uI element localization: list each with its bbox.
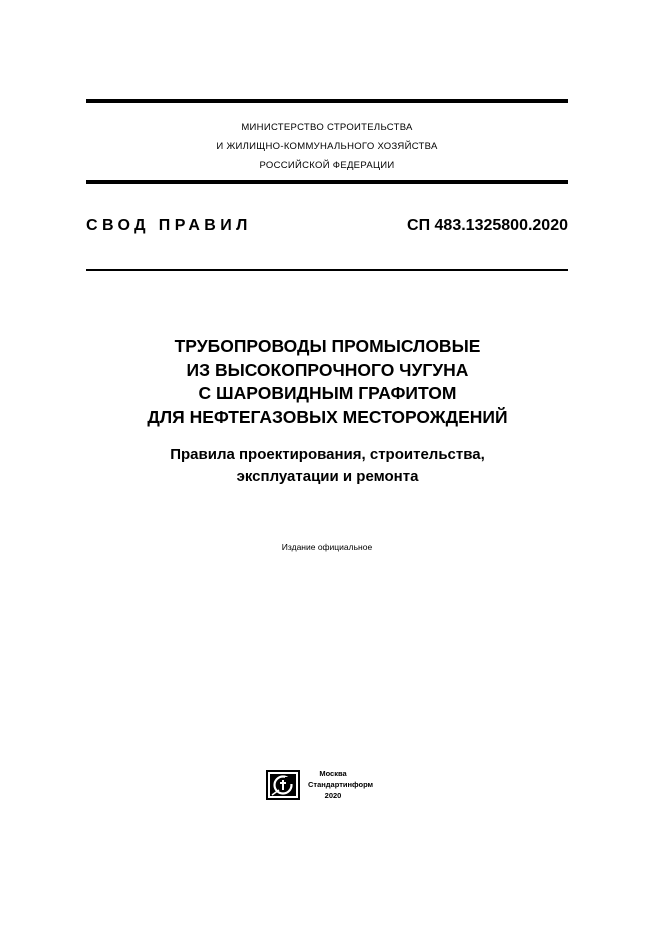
title-line: С ШАРОВИДНЫМ ГРАФИТОМ — [198, 383, 457, 403]
document-type-label: СВОД ПРАВИЛ — [86, 217, 252, 234]
document-title — [60, 335, 595, 429]
document-subtitle — [60, 444, 595, 488]
publisher-text — [308, 768, 374, 801]
edition-note: Издание официальное — [281, 542, 373, 552]
document-code-row — [86, 217, 568, 239]
ministry-line: И ЖИЛИЩНО-КОММУНАЛЬНОГО ХОЗЯЙСТВА — [216, 141, 438, 152]
publisher-year: 2020 — [324, 791, 342, 800]
ministry-line: МИНИСТЕРСТВО СТРОИТЕЛЬСТВА — [241, 122, 413, 133]
standartinform-logo-icon — [266, 770, 300, 800]
title-line: ИЗ ВЫСОКОПРОЧНОГО ЧУГУНА — [186, 359, 469, 380]
code-bottom-rule — [86, 269, 568, 271]
publisher-city: Москва — [319, 769, 347, 778]
title-line: ТРУБОПРОВОДЫ ПРОМЫСЛОВЫЕ — [174, 336, 481, 356]
ministry-block — [86, 118, 568, 175]
subtitle-line: Правила проектирования, строительства, — [170, 446, 485, 463]
ministry-bottom-rule — [86, 180, 568, 184]
document-code: СП 483.1325800.2020 — [407, 217, 568, 234]
subtitle-line: эксплуатации и ремонта — [236, 468, 419, 485]
publisher-name: Стандартинформ — [308, 780, 374, 789]
title-line: ДЛЯ НЕФТЕГАЗОВЫХ МЕСТОРОЖДЕНИЙ — [147, 406, 508, 427]
ministry-line: РОССИЙСКОЙ ФЕДЕРАЦИИ — [259, 160, 395, 171]
top-rule — [86, 99, 568, 103]
